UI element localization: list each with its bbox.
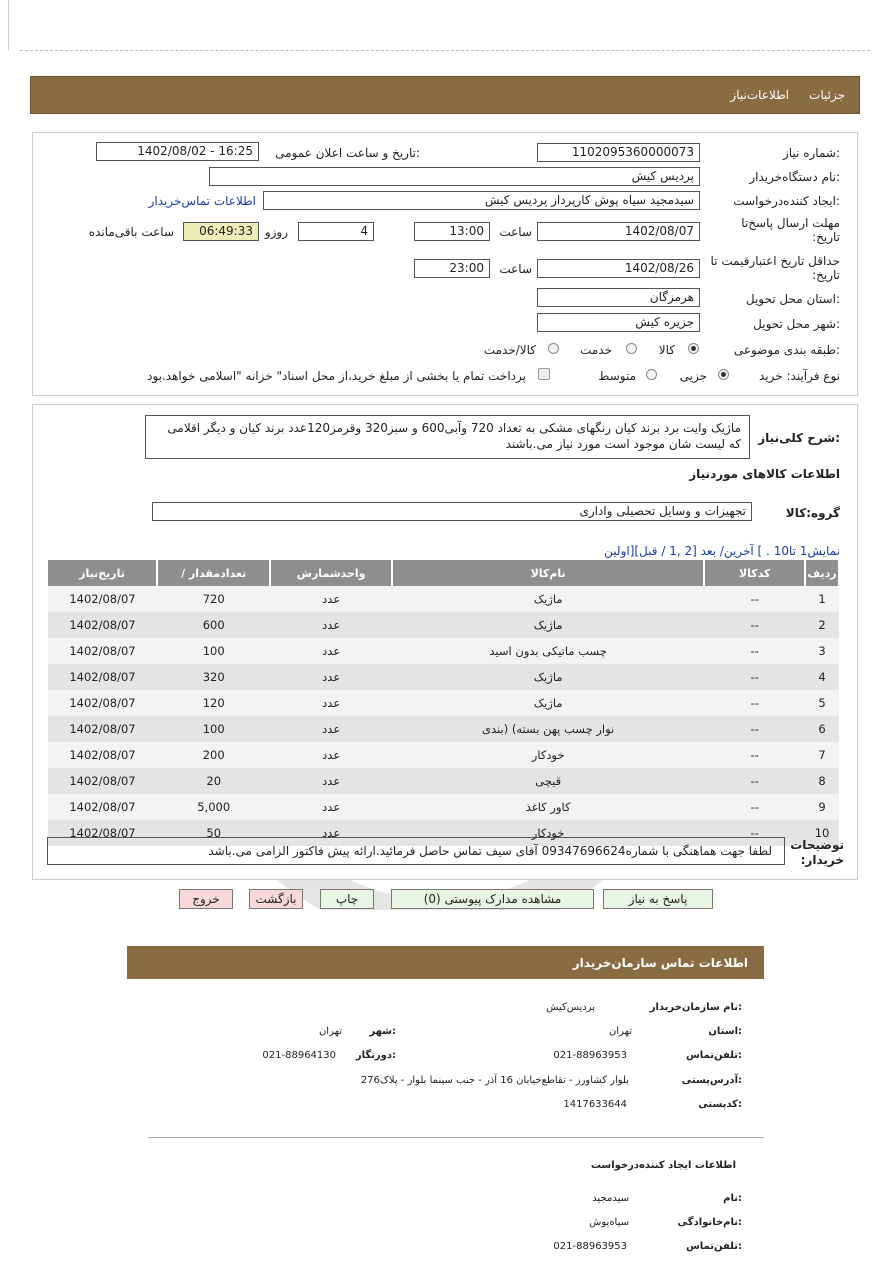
fax-label: دورنگار:	[355, 1050, 396, 1061]
validity-date-field: 1402/08/26	[537, 259, 700, 278]
cell-code: --	[704, 690, 805, 716]
cell-row-number: 7	[805, 742, 839, 768]
cell-unit: عدد	[270, 664, 392, 690]
validity-label: حداقل تاریخ اعتبار‌قیمت تا تاریخ:	[710, 254, 840, 282]
cell-date: 1402/08/07	[48, 716, 157, 742]
payment-note: پرداخت تمام یا بخشی از مبلغ خرید،از محل اسناد" خزانه "اسلامی خواهد.بود	[147, 369, 526, 383]
col-header-row: ردیف	[805, 560, 839, 586]
cell-date: 1402/08/07	[48, 742, 157, 768]
cell-code: --	[704, 586, 805, 612]
org-value: پردیس‌کیش	[546, 1002, 595, 1013]
cell-date: 1402/08/07	[48, 794, 157, 820]
cell-unit: عدد	[270, 690, 392, 716]
phone-label: تلفن‌تماس:	[685, 1050, 742, 1061]
phone-value: 021-88963953	[553, 1050, 627, 1061]
print-button[interactable]: چاپ	[320, 889, 374, 909]
validity-time-label: ساعت	[499, 262, 532, 276]
cell-name: ماژیک	[392, 690, 704, 716]
description-box: ماژیک وایت برد برند کیان رنگهای مشکی به تعداد 720 وآبی600 و سبز320 وقرمز120عدد برند کیان و دیگر اقلامی که لیست شان موجود است مورد نیاز می.باشند	[145, 415, 750, 459]
description-label: شرح کلی‌نیاز:	[758, 431, 840, 445]
back-button[interactable]: بازگشت	[249, 889, 303, 909]
city-contact-label: شهر:	[369, 1026, 396, 1037]
col-header-name: نام‌کالا	[392, 560, 704, 586]
creator-phone-label: تلفن‌تماس:	[685, 1241, 742, 1252]
cell-row-number: 3	[805, 638, 839, 664]
tab-details[interactable]: جزئیات	[809, 88, 845, 102]
category-radio-service[interactable]	[626, 343, 637, 354]
category-radio-goods[interactable]	[688, 343, 699, 354]
cell-quantity: 720	[157, 586, 270, 612]
table-row	[48, 794, 839, 820]
cell-name: ماژیک	[392, 664, 704, 690]
process-option-medium: متوسط	[598, 369, 636, 383]
cell-quantity: 100	[157, 638, 270, 664]
cell-unit: عدد	[270, 768, 392, 794]
family-label: نام‌خانوادگی:	[677, 1217, 742, 1228]
category-option-goods: کالا	[658, 343, 675, 357]
remaining-label: ساعت باقی‌مانده	[88, 225, 174, 239]
cell-row-number: 8	[805, 768, 839, 794]
announce-label: تاریخ و ساعت اعلان عمومی:	[275, 146, 420, 160]
buyer-label: نام دستگاه‌خریدار:	[749, 170, 840, 184]
cell-quantity: 600	[157, 612, 270, 638]
group-field: تجهیزات و وسایل تحصیلی واداری	[152, 502, 752, 521]
address-value: بلوار کشاورز - تقاطع‌خیابان 16 آذر - جنب سینما بلوار - پلاک276	[360, 1075, 629, 1086]
cell-unit: عدد	[270, 716, 392, 742]
buyer-notes-box: لطفا جهت هماهنگی با شماره09347696624 آقای سیف تماس حاصل فرمائید.ارائه پیش فاکتور الزامی می.باشد	[47, 837, 785, 865]
cell-name: خودکار	[392, 742, 704, 768]
days-field: 4	[298, 222, 374, 241]
creator-field: سیدمجید سیاه پوش کارپرداز پردیس کیش	[263, 191, 700, 210]
cell-row-number: 2	[805, 612, 839, 638]
family-value: سیاه‌پوش	[589, 1217, 629, 1228]
creator-phone-value: 021-88963953	[553, 1241, 627, 1252]
postal-value: 1417633644	[563, 1099, 627, 1110]
contact-divider	[148, 1137, 764, 1138]
cell-name: ماژیک	[392, 586, 704, 612]
cell-date: 1402/08/07	[48, 586, 157, 612]
cell-quantity: 100	[157, 716, 270, 742]
col-header-date: تاریخ‌نیاز	[48, 560, 157, 586]
pagination[interactable]: نمایش1 تا10 . ] آخرین/ بعد [2 ,1 / قبل][اولین	[604, 544, 840, 558]
cell-row-number: 6	[805, 716, 839, 742]
deadline-label: مهلت ارسال پاسخ‌تا تاریخ:	[741, 216, 840, 244]
cell-name: کاور کاغذ	[392, 794, 704, 820]
table-row	[48, 664, 839, 690]
cell-name: ماژیک	[392, 612, 704, 638]
table-row	[48, 690, 839, 716]
cell-row-number: 5	[805, 690, 839, 716]
cell-quantity: 5,000	[157, 794, 270, 820]
view-attachments-button[interactable]: مشاهده مدارک پیوستی (0)	[391, 889, 594, 909]
province-label: استان محل تحویل:	[745, 292, 840, 306]
province-field: هرمزگان	[537, 288, 700, 307]
validity-time-field: 23:00	[414, 259, 490, 278]
left-border-line	[8, 0, 9, 50]
cell-unit: عدد	[270, 638, 392, 664]
cell-row-number: 4	[805, 664, 839, 690]
category-option-both: کالا/خدمت	[483, 343, 536, 357]
postal-label: کدپستی:	[698, 1099, 742, 1110]
cell-unit: عدد	[270, 794, 392, 820]
cell-unit: عدد	[270, 742, 392, 768]
process-radio-minor[interactable]	[718, 369, 729, 380]
deadline-time-field: 13:00	[414, 222, 490, 241]
buyer-field: پردیس کیش	[209, 167, 700, 186]
cell-quantity: 50	[157, 820, 270, 846]
col-header-quantity: تعداد‌مقدار /	[157, 560, 270, 586]
cell-name: نوار چسب پهن بسته) (بندی	[392, 716, 704, 742]
cell-code: --	[704, 664, 805, 690]
city-label: شهر محل تحویل:	[753, 317, 840, 331]
process-label: نوع فرآیند: خرید	[759, 369, 840, 383]
cell-row-number: 9	[805, 794, 839, 820]
province-contact-value: تهران	[608, 1026, 632, 1037]
table-row	[48, 638, 839, 664]
col-header-code: کدکالا	[704, 560, 805, 586]
days-label: روزو	[264, 225, 288, 239]
org-label: نام سازمان‌خریدار:	[649, 1002, 742, 1013]
cell-name: خودکار	[392, 820, 704, 846]
table-header-row	[48, 560, 839, 586]
cell-unit: عدد	[270, 612, 392, 638]
buyer-notes-label: توضیحات خریدار:	[790, 838, 844, 867]
creator-info-title: اطلاعات ایجاد کننده‌درخواست	[590, 1160, 736, 1171]
cell-name: قیچی	[392, 768, 704, 794]
category-label: طبقه بندی موضوعی:	[733, 343, 840, 357]
cell-date: 1402/08/07	[48, 612, 157, 638]
cell-code: --	[704, 612, 805, 638]
table-row	[48, 586, 839, 612]
cell-code: --	[704, 638, 805, 664]
name-value: سیدمجید	[592, 1193, 629, 1204]
address-label: آدرس‌پستی:	[681, 1075, 742, 1086]
cell-code: --	[704, 742, 805, 768]
table-row	[48, 716, 839, 742]
fax-value: 021-88964130	[262, 1050, 336, 1061]
cell-quantity: 120	[157, 690, 270, 716]
remaining-time-field: 06:49:33	[183, 222, 259, 241]
page-header	[30, 76, 860, 114]
creator-label: ایجاد کننده‌درخواست:	[733, 194, 840, 208]
goods-info-title: اطلاعات کالاهای موردنیاز	[689, 467, 840, 481]
province-contact-label: استان:	[708, 1026, 742, 1037]
exit-button[interactable]: خروج	[179, 889, 233, 909]
cell-unit: عدد	[270, 820, 392, 846]
cell-date: 1402/08/07	[48, 690, 157, 716]
contact-header	[127, 946, 764, 979]
tab-need-info[interactable]: اطلاعات‌نیاز	[730, 88, 789, 102]
cell-code: --	[704, 768, 805, 794]
need-number-field: 1102095360000073	[537, 143, 700, 162]
table-row	[48, 612, 839, 638]
cell-quantity: 20	[157, 768, 270, 794]
col-header-unit: واحدشمارش	[270, 560, 392, 586]
top-divider	[20, 50, 870, 51]
city-field: جزیره کیش	[537, 313, 700, 332]
cell-date: 1402/08/07	[48, 768, 157, 794]
cell-code: --	[704, 716, 805, 742]
group-label: گروه:کالا	[785, 506, 840, 520]
cell-code: --	[704, 794, 805, 820]
deadline-date-field: 1402/08/07	[537, 222, 700, 241]
table-row	[48, 742, 839, 768]
cell-quantity: 320	[157, 664, 270, 690]
process-option-minor: جزیی	[679, 369, 707, 383]
reply-button[interactable]: پاسخ به نیاز	[603, 889, 713, 909]
deadline-time-label: ساعت	[499, 225, 532, 239]
cell-unit: عدد	[270, 586, 392, 612]
cell-row-number: 10	[805, 820, 839, 846]
items-table	[48, 560, 840, 846]
process-radio-medium[interactable]	[646, 369, 657, 380]
cell-name: چسب ماتیکی بدون اسید	[392, 638, 704, 664]
items-table-wrapper	[48, 560, 840, 846]
need-number-label: شماره نیاز:	[782, 146, 840, 160]
cell-quantity: 200	[157, 742, 270, 768]
cell-code: --	[704, 820, 805, 846]
category-radio-both[interactable]	[548, 343, 559, 354]
contact-title: اطلاعات تماس سازمان‌خریدار	[572, 956, 748, 970]
category-option-service: خدمت	[580, 343, 612, 357]
cell-row-number: 1	[805, 586, 839, 612]
cell-date: 1402/08/07	[48, 820, 157, 846]
city-contact-value: تهران	[318, 1026, 342, 1037]
cell-date: 1402/08/07	[48, 638, 157, 664]
cell-date: 1402/08/07	[48, 664, 157, 690]
payment-checkbox[interactable]	[538, 368, 550, 380]
announce-field: 1402/08/02 - 16:25	[96, 142, 259, 161]
buyer-contact-link[interactable]: اطلاعات تماس‌خریدار	[148, 194, 256, 208]
name-label: نام:	[723, 1193, 742, 1204]
table-row	[48, 768, 839, 794]
